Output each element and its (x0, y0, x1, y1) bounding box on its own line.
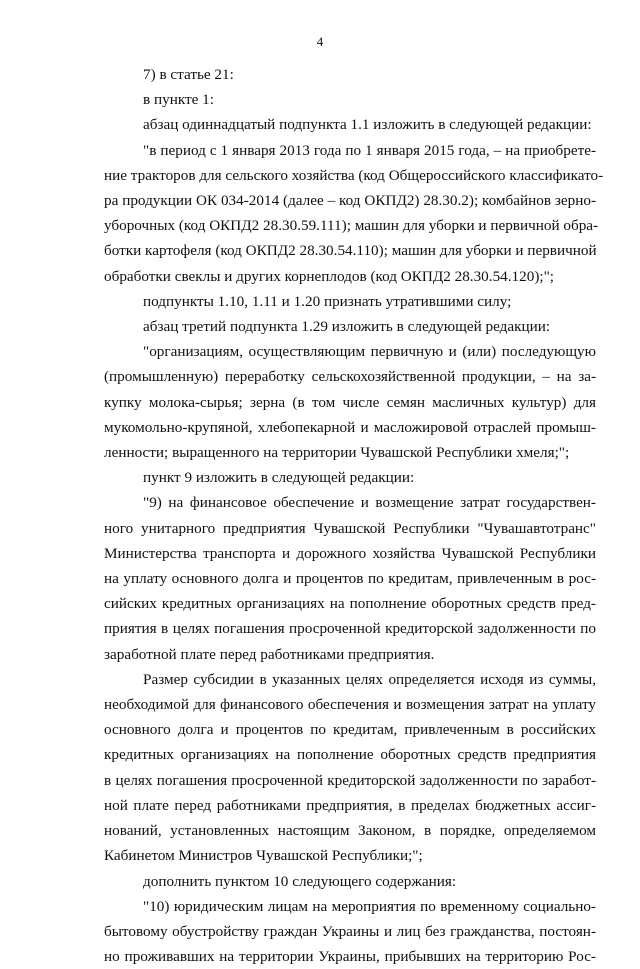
paragraph (104, 667, 596, 869)
text-line: ной плате перед работниками предприятия, в пределах бюджетных ассиг- (104, 796, 596, 814)
text-line: (промышленную) переработку сельскохозяйственной продукции, – на за- (104, 368, 596, 386)
paragraph (104, 490, 596, 666)
paragraph (104, 62, 596, 87)
text-line: подпункты 1.10, 1.11 и 1.20 признать утратившими силу; (143, 292, 512, 310)
text-line: "в период с 1 января 2013 года по 1 января 2015 года, – на приобрете- (143, 141, 596, 159)
text-line: Кабинетом Министров Чувашской Республики;"; (104, 847, 423, 865)
text-line: кредитных организациях на пополнение оборотных средств предприятия (104, 746, 596, 764)
text-line: 7) в статье 21: (143, 66, 234, 83)
page-number: 4 (316, 34, 324, 49)
text-line: "10) юридическим лицам на мероприятия по временному социально- (143, 897, 596, 915)
text-line: абзац одиннадцатый подпункта 1.1 изложить в следующей редакции: (143, 116, 592, 134)
document-body (104, 62, 604, 969)
text-line: Министерства транспорта и дорожного хозяйства Чувашской Республики (104, 544, 596, 562)
text-line: в пункте 1: (143, 91, 214, 109)
text-line: дополнить пунктом 10 следующего содержания: (143, 872, 457, 890)
text-line: абзац третий подпункта 1.29 изложить в следующей редакции: (143, 318, 551, 336)
text-line: на уплату основного долга и процентов по кредитам, привлеченным в рос- (104, 570, 596, 588)
text-line: бытовому обустройству граждан Украины и лиц без гражданства, постоян- (104, 922, 596, 940)
text-line: "организациям, осуществляющим первичную и (или) последующую (143, 343, 596, 361)
text-line: нований, установленных настоящим Законом, в порядке, определяемом (104, 822, 596, 840)
text-line: купку молока-сырья; зерна (в том числе семян масличных культур) для (104, 393, 596, 411)
text-line: приятия в целях погашения просроченной кредиторской задолженности по (104, 620, 596, 638)
paragraph (104, 314, 596, 339)
paragraph (104, 869, 596, 894)
paragraph (104, 87, 596, 112)
text-line: ра продукции ОК 034-2014 (далее – код ОКПД2) 28.30.2); комбайнов зерно- (104, 192, 596, 210)
text-line: обработки свеклы и других корнеплодов (код ОКПД2 28.30.54.120);"; (104, 267, 555, 285)
text-line: ботки картофеля (код ОКПД2 28.30.54.110); машин для уборки и первичной (104, 242, 597, 260)
paragraph (104, 465, 596, 490)
paragraph (104, 289, 596, 314)
text-line: ние тракторов для сельского хозяйства (код Общероссийского классификато- (104, 166, 604, 184)
text-line: сийских кредитных организациях на пополнение оборотных средств пред- (104, 595, 596, 613)
text-line: мукомольно-крупяной, хлебопекарной и масложировой отраслей промыш- (104, 418, 596, 436)
text-line: пункт 9 изложить в следующей редакции: (143, 469, 415, 487)
text-line: заработной плате перед работниками предприятия. (104, 645, 435, 663)
paragraph (104, 339, 596, 465)
text-line: Размер субсидии в указанных целях определяется исходя из суммы, (143, 670, 596, 688)
text-line: ленности; выращенного на территории Чувашской Республики хмеля;"; (104, 444, 570, 462)
text-line: основного долга и процентов по кредитам, привлеченным в российских (104, 721, 596, 739)
text-line: "9) на финансовое обеспечение и возмещение затрат государствен- (143, 494, 596, 512)
text-line: в целях погашения просроченной кредиторской задолженности по заработ- (104, 771, 596, 789)
paragraph (104, 112, 596, 137)
text-line: но проживавших на территории Украины, прибывших на территорию Рос- (104, 948, 596, 966)
text-line: необходимой для финансового обеспечения и возмещения затрат на уплату (104, 696, 596, 714)
text-line: ного унитарного предприятия Чувашской Республики "Чувашавтотранс" (104, 519, 596, 537)
text-line: уборочных (код ОКПД2 28.30.59.111); машин для уборки и первичной обра- (104, 217, 599, 235)
paragraph (104, 138, 604, 289)
